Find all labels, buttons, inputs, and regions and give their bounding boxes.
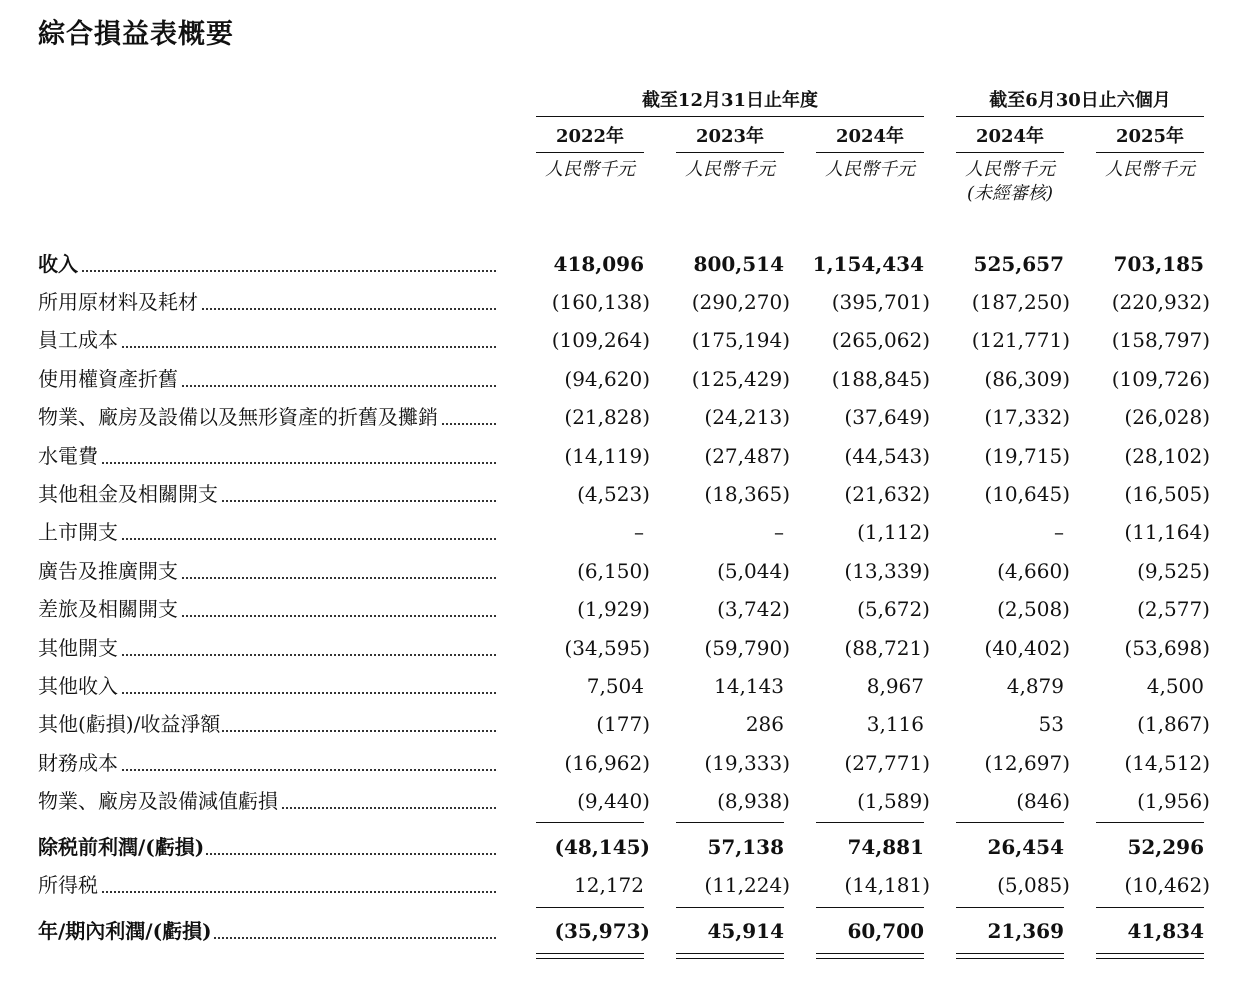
table-cell: (4,660) bbox=[997, 559, 1070, 583]
table-cell: (18,365) bbox=[704, 482, 790, 506]
dot-leader bbox=[38, 462, 496, 464]
row-label bbox=[38, 787, 496, 815]
table-cell: (44,543) bbox=[844, 444, 930, 468]
dot-leader bbox=[38, 270, 496, 272]
table-cell: 525,657 bbox=[973, 252, 1064, 276]
table-cell: (14,181) bbox=[844, 873, 930, 897]
table-cell: – bbox=[1054, 520, 1064, 544]
row-label-text: 物業、廠房及設備減值虧損 bbox=[38, 789, 278, 813]
unit-label: 人民幣千元 bbox=[825, 159, 915, 180]
table-cell: (2,508) bbox=[997, 597, 1070, 621]
column-year-4: 2024年 bbox=[956, 122, 1064, 153]
table-cell: (26,028) bbox=[1124, 405, 1210, 429]
table-cell: 21,369 bbox=[987, 919, 1064, 943]
column-year-3: 2024年 bbox=[816, 122, 924, 153]
table-cell: (395,701) bbox=[831, 290, 930, 314]
table-cell: (37,649) bbox=[844, 405, 930, 429]
table-cell: (121,771) bbox=[971, 328, 1070, 352]
table-cell: (8,938) bbox=[717, 789, 790, 813]
subtotal-rule bbox=[1096, 822, 1204, 823]
table-cell: (3,742) bbox=[717, 597, 790, 621]
unit-label: 人民幣千元 bbox=[1105, 159, 1195, 180]
unit-label: 人民幣千元 bbox=[685, 159, 775, 180]
table-cell: (88,721) bbox=[844, 636, 930, 660]
table-cell: (9,525) bbox=[1137, 559, 1210, 583]
table-cell: (19,333) bbox=[704, 751, 790, 775]
table-cell: (109,264) bbox=[551, 328, 650, 352]
table-cell: (24,213) bbox=[704, 405, 790, 429]
table-cell: (13,339) bbox=[844, 559, 930, 583]
table-cell: (158,797) bbox=[1111, 328, 1210, 352]
row-label bbox=[38, 833, 496, 861]
row-label bbox=[38, 480, 496, 508]
row-label bbox=[38, 710, 496, 738]
table-cell: (11,224) bbox=[704, 873, 790, 897]
table-row bbox=[0, 743, 1246, 781]
page-title: 綜合損益表概要 bbox=[38, 19, 234, 50]
table-cell: (5,085) bbox=[997, 873, 1070, 897]
row-label bbox=[38, 326, 496, 354]
table-cell: 286 bbox=[745, 712, 784, 736]
column-unit-3 bbox=[806, 158, 934, 182]
table-row bbox=[0, 474, 1246, 512]
table-cell: (175,194) bbox=[691, 328, 790, 352]
unaudited-note: (未經審核) bbox=[966, 183, 1054, 204]
row-label-text: 所用原材料及耗材 bbox=[38, 290, 198, 314]
table-cell: (220,932) bbox=[1111, 290, 1210, 314]
table-cell: (265,062) bbox=[831, 328, 930, 352]
row-label-text: 財務成本 bbox=[38, 751, 118, 775]
row-label bbox=[38, 749, 496, 777]
row-label bbox=[38, 672, 496, 700]
table-cell: (6,150) bbox=[577, 559, 650, 583]
table-cell: 418,096 bbox=[553, 252, 644, 276]
row-label-text: 除税前利潤/(虧損) bbox=[38, 835, 205, 859]
table-cell: (187,250) bbox=[971, 290, 1070, 314]
row-label-text: 廣告及推廣開支 bbox=[38, 559, 178, 583]
table-row bbox=[0, 628, 1246, 666]
row-label bbox=[38, 365, 496, 393]
table-cell: (21,632) bbox=[844, 482, 930, 506]
total-top-rule bbox=[816, 907, 924, 908]
column-unit-5 bbox=[1086, 158, 1214, 182]
group-header-half: 截至6月30日止六個月 bbox=[956, 86, 1204, 117]
table-cell: (2,577) bbox=[1137, 597, 1210, 621]
table-cell: – bbox=[774, 520, 784, 544]
table-cell: 12,172 bbox=[574, 873, 644, 897]
table-cell: (19,715) bbox=[984, 444, 1070, 468]
table-row bbox=[0, 911, 1246, 949]
table-cell: (1,867) bbox=[1137, 712, 1210, 736]
table-cell: 52,296 bbox=[1127, 835, 1204, 859]
table-cell: (10,462) bbox=[1124, 873, 1210, 897]
total-double-rule bbox=[676, 953, 784, 959]
table-cell: (177) bbox=[596, 712, 650, 736]
row-label bbox=[38, 871, 496, 899]
column-year-5: 2025年 bbox=[1096, 122, 1204, 153]
row-label bbox=[38, 403, 496, 431]
table-cell: (1,589) bbox=[857, 789, 930, 813]
column-unit-4 bbox=[946, 158, 1074, 206]
table-row bbox=[0, 397, 1246, 435]
table-cell: 74,881 bbox=[847, 835, 924, 859]
table-row bbox=[0, 589, 1246, 627]
table-cell: (188,845) bbox=[831, 367, 930, 391]
table-cell: (94,620) bbox=[564, 367, 650, 391]
column-year-2: 2023年 bbox=[676, 122, 784, 153]
table-cell: 703,185 bbox=[1113, 252, 1204, 276]
table-row bbox=[0, 551, 1246, 589]
row-label-text: 使用權資產折舊 bbox=[38, 367, 178, 391]
table-cell: (27,771) bbox=[844, 751, 930, 775]
table-cell: (16,505) bbox=[1124, 482, 1210, 506]
total-top-rule bbox=[676, 907, 784, 908]
row-label bbox=[38, 442, 496, 470]
table-cell: 8,967 bbox=[866, 674, 924, 698]
table-cell: 45,914 bbox=[707, 919, 784, 943]
unit-label: 人民幣千元 bbox=[545, 159, 635, 180]
table-cell: (5,044) bbox=[717, 559, 790, 583]
table-cell: (10,645) bbox=[984, 482, 1070, 506]
table-cell: (35,973) bbox=[554, 919, 650, 943]
table-cell: 57,138 bbox=[707, 835, 784, 859]
table-cell: (16,962) bbox=[564, 751, 650, 775]
table-cell: 4,500 bbox=[1146, 674, 1204, 698]
row-label-text: 水電費 bbox=[38, 444, 98, 468]
table-cell: (40,402) bbox=[984, 636, 1070, 660]
row-label bbox=[38, 917, 496, 945]
total-top-rule bbox=[536, 907, 644, 908]
table-cell: (846) bbox=[1016, 789, 1070, 813]
table-cell: – bbox=[634, 520, 644, 544]
table-cell: 1,154,434 bbox=[812, 252, 924, 276]
unit-label: 人民幣千元 bbox=[965, 159, 1055, 180]
table-row bbox=[0, 666, 1246, 704]
table-cell: (17,332) bbox=[984, 405, 1070, 429]
row-label bbox=[38, 288, 496, 316]
table-cell: 26,454 bbox=[987, 835, 1064, 859]
row-label-text: 上市開支 bbox=[38, 520, 118, 544]
table-cell: 4,879 bbox=[1006, 674, 1064, 698]
table-cell: (4,523) bbox=[577, 482, 650, 506]
table-cell: 53 bbox=[1038, 712, 1064, 736]
table-cell: 14,143 bbox=[714, 674, 784, 698]
table-cell: (14,512) bbox=[1124, 751, 1210, 775]
table-cell: 3,116 bbox=[866, 712, 924, 736]
row-label bbox=[38, 250, 496, 278]
table-row bbox=[0, 827, 1246, 865]
subtotal-rule bbox=[676, 822, 784, 823]
row-label-text: 員工成本 bbox=[38, 328, 118, 352]
table-cell: 41,834 bbox=[1127, 919, 1204, 943]
table-cell: (125,429) bbox=[691, 367, 790, 391]
total-double-rule bbox=[816, 953, 924, 959]
subtotal-rule bbox=[956, 822, 1064, 823]
table-cell: 7,504 bbox=[586, 674, 644, 698]
table-row bbox=[0, 512, 1246, 550]
table-cell: (21,828) bbox=[564, 405, 650, 429]
table-cell: (1,929) bbox=[577, 597, 650, 621]
table-cell: (27,487) bbox=[704, 444, 790, 468]
row-label-text: 其他收入 bbox=[38, 674, 118, 698]
subtotal-rule bbox=[536, 822, 644, 823]
row-label bbox=[38, 518, 496, 546]
table-row bbox=[0, 282, 1246, 320]
table-row bbox=[0, 865, 1246, 903]
table-row bbox=[0, 704, 1246, 742]
group-header-year: 截至12月31日止年度 bbox=[536, 86, 924, 117]
total-double-rule bbox=[1096, 953, 1204, 959]
table-cell: (48,145) bbox=[554, 835, 650, 859]
table-row bbox=[0, 436, 1246, 474]
subtotal-rule bbox=[816, 822, 924, 823]
row-label-text: 年/期內利潤/(虧損) bbox=[38, 919, 212, 943]
table-cell: (12,697) bbox=[984, 751, 1070, 775]
table-row bbox=[0, 781, 1246, 819]
table-cell: (28,102) bbox=[1124, 444, 1210, 468]
table-cell: (1,112) bbox=[857, 520, 930, 544]
column-unit-2 bbox=[666, 158, 794, 182]
table-cell: (1,956) bbox=[1137, 789, 1210, 813]
table-row bbox=[0, 244, 1246, 282]
table-cell: 800,514 bbox=[693, 252, 784, 276]
table-cell: (59,790) bbox=[704, 636, 790, 660]
total-top-rule bbox=[956, 907, 1064, 908]
table-cell: (109,726) bbox=[1111, 367, 1210, 391]
row-label bbox=[38, 595, 496, 623]
row-label-text: 其他開支 bbox=[38, 636, 118, 660]
row-label-text: 收入 bbox=[38, 252, 78, 276]
table-cell: (14,119) bbox=[564, 444, 650, 468]
table-cell: (86,309) bbox=[984, 367, 1070, 391]
table-cell: (160,138) bbox=[551, 290, 650, 314]
column-unit-1 bbox=[526, 158, 654, 182]
table-cell: (11,164) bbox=[1124, 520, 1210, 544]
total-double-rule bbox=[536, 953, 644, 959]
row-label-text: 其他(虧損)/收益淨額 bbox=[38, 712, 221, 736]
row-label bbox=[38, 557, 496, 585]
row-label-text: 差旅及相關開支 bbox=[38, 597, 178, 621]
table-cell: (9,440) bbox=[577, 789, 650, 813]
total-top-rule bbox=[1096, 907, 1204, 908]
table-cell: (34,595) bbox=[564, 636, 650, 660]
table-row bbox=[0, 320, 1246, 358]
table-cell: 60,700 bbox=[847, 919, 924, 943]
table-row bbox=[0, 359, 1246, 397]
table-cell: (53,698) bbox=[1124, 636, 1210, 660]
row-label-text: 所得税 bbox=[38, 873, 98, 897]
table-cell: (5,672) bbox=[857, 597, 930, 621]
dot-leader bbox=[38, 891, 496, 893]
row-label bbox=[38, 634, 496, 662]
row-label-text: 其他租金及相關開支 bbox=[38, 482, 218, 506]
row-label-text: 物業、廠房及設備以及無形資產的折舊及攤銷 bbox=[38, 405, 438, 429]
column-year-1: 2022年 bbox=[536, 122, 644, 153]
total-double-rule bbox=[956, 953, 1064, 959]
table-cell: (290,270) bbox=[691, 290, 790, 314]
